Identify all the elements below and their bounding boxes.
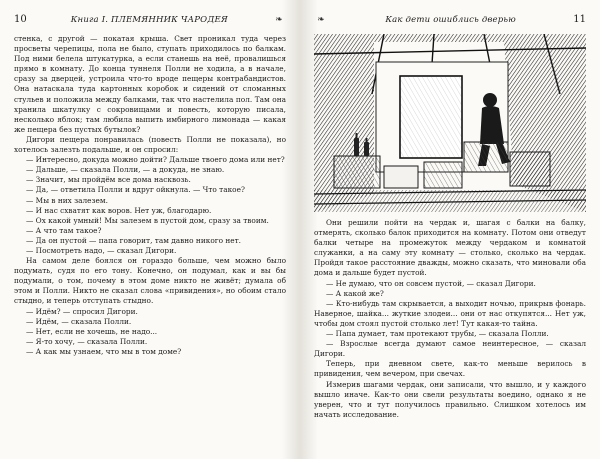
paragraph: На самом деле боялся он гораздо больше, чем можно было подумать, судя по его тону. Конечно, он подумал, как и вы бы подумали, о том, почему в этом доме никто не живёт; думала об этом и Полли. Никто не сказал слова «привидения», но обоим стало стыдно, и теперь отступать стыдно. (14, 256, 286, 306)
paragraph: — А что там такое? (26, 225, 102, 235)
running-title: Как дети ошиблись дверью (385, 15, 516, 25)
paragraph: — Идём? — спросил Дигори. (26, 306, 138, 316)
paragraph: — Идём, — сказала Полли. (26, 316, 132, 326)
left-page-text (14, 34, 286, 357)
paragraph: — Не думаю, что он совсем пустой, — сказал Дигори. (326, 278, 536, 288)
ornament-icon: ❧ (317, 15, 325, 25)
paragraph: — Ох какой умный! Мы залезем в пустой дом, сразу за твоим. (26, 215, 269, 225)
left-page-header (14, 13, 286, 27)
paragraph: — Интересно, докуда можно дойти? Дальше твоего дома или нет? (26, 155, 285, 165)
paragraph: — И нас схватят как воров. Нет уж, благодарю. (26, 205, 212, 215)
paragraph: Они решили пойти на чердак и, шагая с балки на балку, отмерять, сколько балок приходится на комнату. Потом они отведут балки четыре на промежуток между чердаком и комнатой служанки, а на саму эту комнату — столько, сколько на чердак. Пройдя такое расстояние дважды, можно сказать, что миновали оба дома и дальше будет пустой. (314, 218, 586, 278)
page-number: 10 (14, 14, 27, 25)
paragraph: — Кто-нибудь там скрывается, а выходит ночью, прикрыв фонарь. Наверное, шайка... жуткие злодеи... они от нас откупятся... Нет уж, чтобы дом стоял пустой столько лет! Тут какая-то тайна. (314, 298, 586, 328)
paragraph: — Дальше, — сказала Полли, — а докуда, не знаю. (26, 165, 225, 175)
running-title: Книга I. ПЛЕМЯННИК ЧАРОДЕЯ (70, 15, 228, 25)
paragraph: — Посмотреть надо, — сказал Дигори. (26, 245, 177, 255)
right-page-header (314, 13, 586, 27)
paragraph: — Да, — ответила Полли и вдруг ойкнула. — Что такое? (26, 185, 245, 195)
paragraph: Дигори пещера понравилась (повесть Полли не показала), но хотелось залезть подальше, и он спросил: (14, 134, 286, 155)
paragraph: Теперь, при дневном свете, как-то меньше верилось в привидения, чем вечером, при свечах. (314, 359, 586, 379)
right-page-text (314, 218, 586, 420)
paragraph: — Значит, мы пройдём все дома насквозь. (26, 175, 191, 185)
ornament-icon: ❧ (275, 15, 283, 25)
paragraph: — Папа думает, там протекают трубы, — сказала Полли. (326, 329, 549, 339)
paragraph: — А как мы узнаем, что мы в том доме? (26, 346, 182, 356)
paragraph: — А какой же? (326, 288, 384, 298)
paragraph: — Мы в них залезем. (26, 195, 108, 205)
paragraph: — Нет, если не хочешь, не надо... (26, 326, 158, 336)
page-number: 11 (573, 14, 586, 25)
paragraph: — Да он пустой — папа говорит, там давно никого нет. (26, 235, 241, 245)
paragraph: стенка, с другой — покатая крыша. Свет проникал туда через просветы черепицы, пола не было, ступать приходилось по балкам. Под ними белела штукатурка, а если станешь на неё, провалишься прямо в комнату. До конца туннеля Полли не ходила, а в начале, сразу за дверцей, устроила что-то вроде пещеры контрабандистов. Она натаскала туда картонных коробок и сидений от сломанных стульев и положила между балками, так что настелила пол. Там она хранила шкатулку с сокровищами и повесть, которую писала, несколько яблок; там любила выпить имбирного лимонада — какая же пещера без пустых бутылок? (14, 34, 286, 134)
paragraph: — Я-то хочу, — сказала Полли. (26, 336, 148, 346)
right-page (300, 0, 600, 459)
paragraph: — Взрослые всегда думают самое неинтересное, — сказал Дигори. (314, 339, 586, 359)
attic-hideout-illustration (314, 34, 586, 212)
paragraph: Измерив шагами чердак, они записали, что вышло, и у каждого вышло иначе. Как-то они свели результаты воедино, однако я не уверен, что и тут получилось правильно. Слишком хотелось им начать исследование. (314, 379, 586, 419)
